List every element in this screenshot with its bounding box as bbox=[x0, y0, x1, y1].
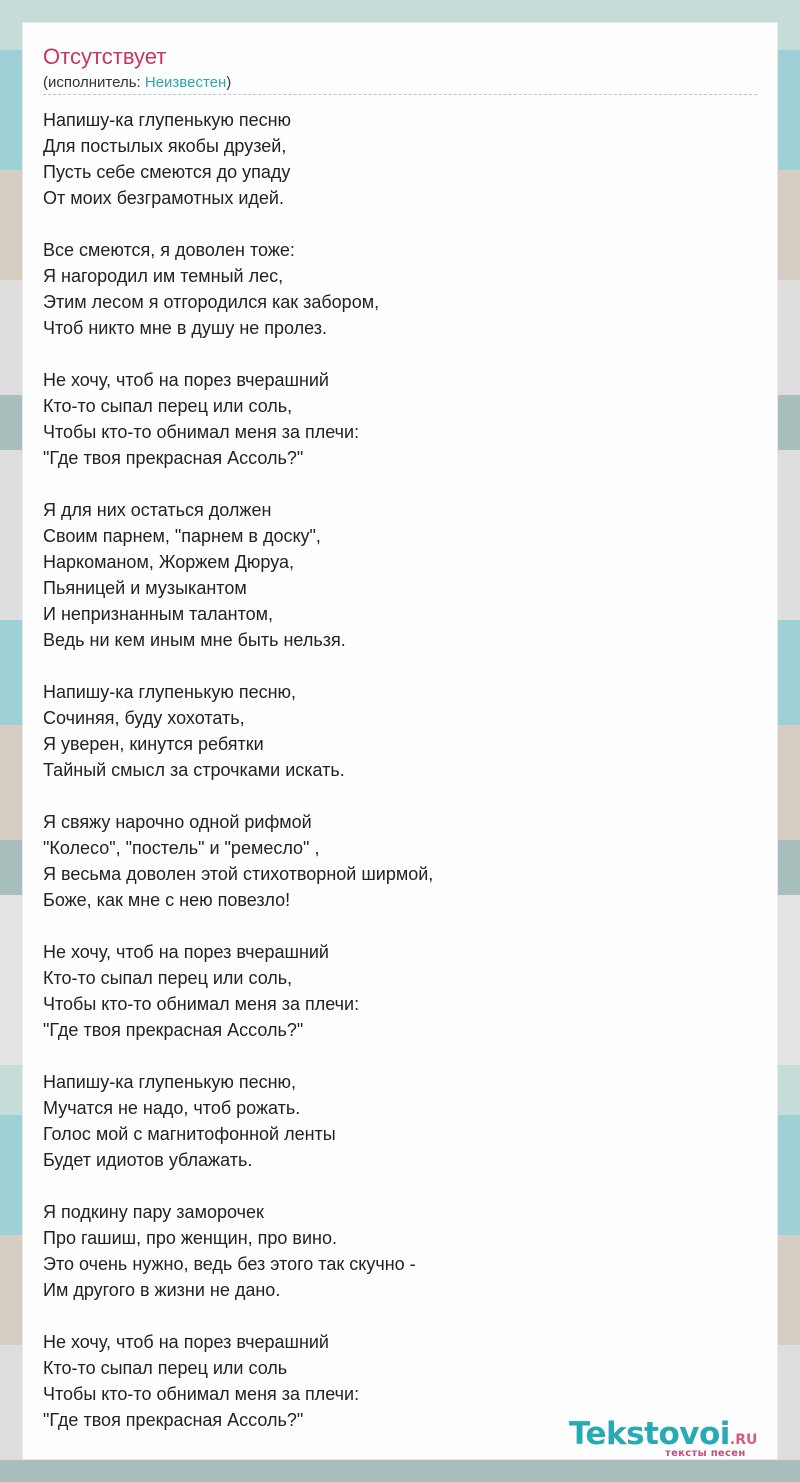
stanza bbox=[43, 237, 743, 341]
lyric-line: Не хочу, чтоб на порез вчерашний bbox=[43, 942, 329, 962]
site-logo[interactable] bbox=[569, 1417, 779, 1457]
lyric-line: Я уверен, кинутся ребятки bbox=[43, 734, 264, 754]
lyric-line: Я весьма доволен этой стихотворной ширмой, bbox=[43, 864, 434, 884]
lyric-line: Кто-то сыпал перец или соль, bbox=[43, 968, 293, 988]
logo-tagline: тексты песен bbox=[665, 1448, 746, 1459]
lyric-line: Не хочу, чтоб на порез вчерашний bbox=[43, 1332, 329, 1352]
stanza bbox=[43, 367, 743, 471]
stanza bbox=[43, 497, 743, 653]
lyric-line: Чтобы кто-то обнимал меня за плечи: bbox=[43, 1384, 360, 1404]
lyric-line: Я подкину пару заморочек bbox=[43, 1202, 264, 1222]
lyric-line: Чтоб никто мне в душу не пролез. bbox=[43, 318, 328, 338]
artist-prefix: (исполнитель: bbox=[43, 74, 145, 91]
lyric-line: От моих безграмотных идей. bbox=[43, 188, 284, 208]
lyric-line: Наркоманом, Жоржем Дюруа, bbox=[43, 552, 294, 572]
lyric-line: Будет идиотов ублажать. bbox=[43, 1150, 253, 1170]
lyric-line: Мучатся не надо, чтоб рожать. bbox=[43, 1098, 301, 1118]
logo-brand: Tekstovoi bbox=[569, 1416, 730, 1452]
lyric-line: Чтобы кто-то обнимал меня за плечи: bbox=[43, 422, 360, 442]
lyrics-text bbox=[43, 107, 743, 1459]
artist-link[interactable]: Неизвестен bbox=[144, 74, 227, 91]
lyric-line: Пусть себе смеются до упаду bbox=[43, 162, 291, 182]
lyric-line: Напишу-ка глупенькую песню, bbox=[43, 1072, 297, 1092]
stanza bbox=[43, 939, 743, 1043]
lyric-line: Пьяницей и музыкантом bbox=[43, 578, 247, 598]
lyric-line: Сочиняя, буду хохотать, bbox=[43, 708, 245, 728]
lyric-line: Напишу-ка глупенькую песню bbox=[43, 110, 292, 130]
lyric-line: Им другого в жизни не дано. bbox=[43, 1280, 281, 1300]
lyric-line: "Где твоя прекрасная Ассоль?" bbox=[43, 1020, 304, 1040]
lyric-line: Не хочу, чтоб на порез вчерашний bbox=[43, 370, 329, 390]
lyric-line: И непризнанным талантом, bbox=[43, 604, 274, 624]
stanza bbox=[43, 679, 743, 783]
lyric-line: Я свяжу нарочно одной рифмой bbox=[43, 812, 312, 832]
stanza bbox=[43, 107, 743, 211]
stanza bbox=[43, 1069, 743, 1173]
lyric-line: Боже, как мне с нею повезло! bbox=[43, 890, 291, 910]
stanza bbox=[43, 1199, 743, 1303]
lyric-line: Кто-то сыпал перец или соль, bbox=[43, 396, 293, 416]
song-title: Отсутствует bbox=[43, 44, 167, 69]
lyric-line: "Где твоя прекрасная Ассоль?" bbox=[43, 1410, 304, 1430]
lyric-line: Я для них остаться должен bbox=[43, 500, 272, 520]
artist-suffix: ) bbox=[226, 74, 232, 91]
lyric-line: Своим парнем, "парнем в доску", bbox=[43, 526, 321, 546]
lyric-line: Это очень нужно, ведь без этого так скучно - bbox=[43, 1254, 416, 1274]
lyric-line: Этим лесом я отгородился как забором, bbox=[43, 292, 380, 312]
lyric-line: Для постылых якобы друзей, bbox=[43, 136, 287, 156]
artist-line bbox=[43, 74, 231, 92]
lyric-line: Ведь ни кем иным мне быть нельзя. bbox=[43, 630, 346, 650]
lyric-line: Я нагородил им темный лес, bbox=[43, 266, 284, 286]
lyrics-card bbox=[22, 22, 778, 1460]
lyric-line: Кто-то сыпал перец или соль bbox=[43, 1358, 288, 1378]
lyric-line: Тайный смысл за строчками искать. bbox=[43, 760, 345, 780]
lyric-line: Напишу-ка глупенькую песню, bbox=[43, 682, 297, 702]
stanza bbox=[43, 809, 743, 913]
lyric-line: Чтобы кто-то обнимал меня за плечи: bbox=[43, 994, 360, 1014]
lyric-line: "Колесо", "постель" и "ремесло" , bbox=[43, 838, 320, 858]
lyric-line: "Где твоя прекрасная Ассоль?" bbox=[43, 448, 304, 468]
logo-tld: .RU bbox=[729, 1432, 758, 1448]
lyric-line: Голос мой с магнитофонной ленты bbox=[43, 1124, 336, 1144]
lyric-line: Все смеются, я доволен тоже: bbox=[43, 240, 295, 260]
title-divider bbox=[43, 94, 757, 95]
lyric-line: Про гашиш, про женщин, про вино. bbox=[43, 1228, 337, 1248]
